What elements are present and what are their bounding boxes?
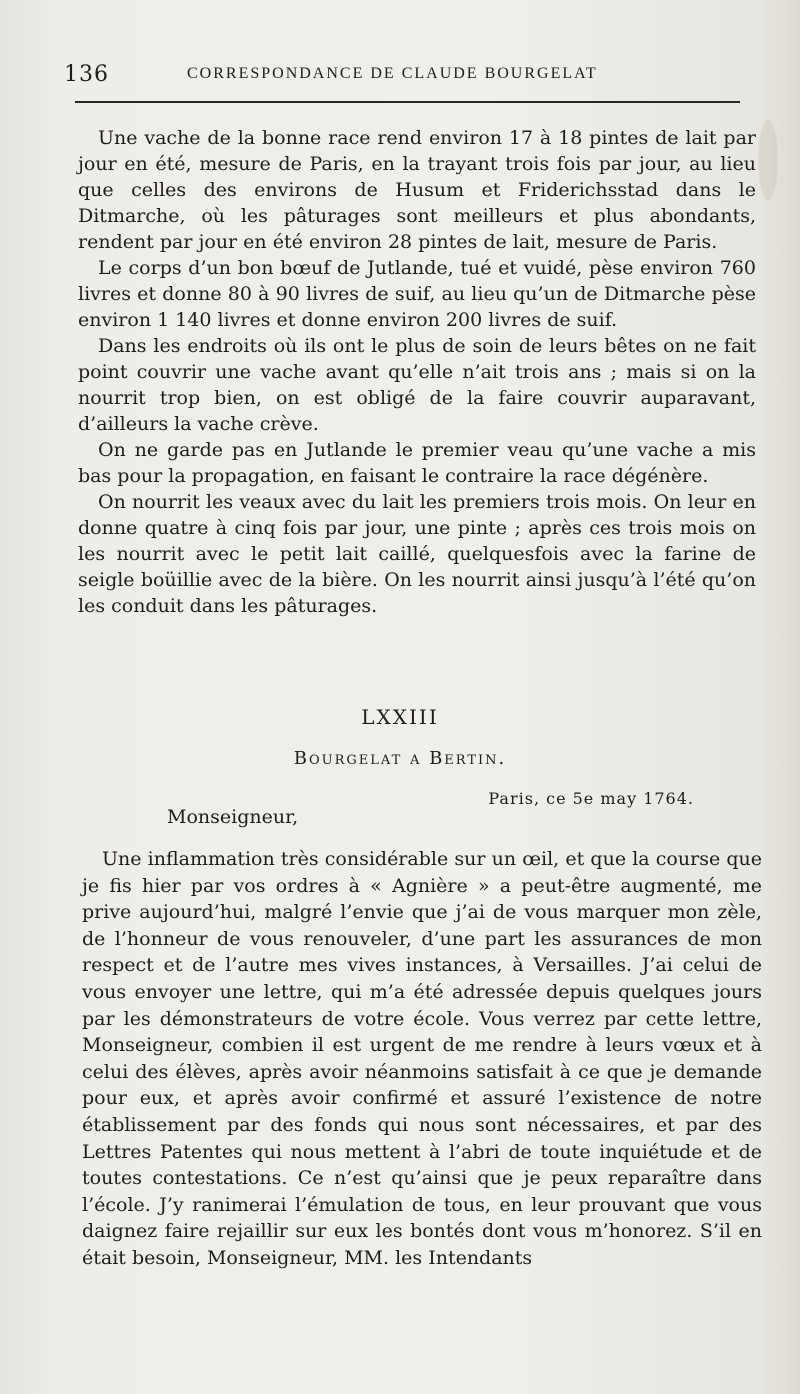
letter-title: Bourgelat a Bertin. (293, 748, 507, 769)
paragraph-ox-weight: Le corps d’un bon bœuf de Jutlande, tué et vuidé, pèse environ 760 livres et donne 80 à 90 livres de suif, au lieu qu’un de Ditmarche pèse environ 1 140 livres et donne environ 200 livres de suif. (78, 257, 756, 331)
page-header (62, 58, 752, 90)
letter-dateline: Paris, ce 5e may 1764. (488, 789, 694, 808)
body-text (78, 125, 756, 619)
paragraph-first-calf: On ne garde pas en Jutlande le premier veau qu’une vache a mis bas pour la propagation, en faisant le contraire la race dégénère. (78, 439, 756, 487)
page-number: 136 (64, 62, 109, 87)
running-title: CORRESPONDANCE DE CLAUDE BOURGELAT (187, 65, 598, 82)
letter-number: LXXIII (361, 705, 439, 729)
paragraph-calf-feeding: On nourrit les veaux avec du lait les premiers trois mois. On leur en donne quatre à cinq fois par jour, une pinte ; après ces trois mois on les nourrit avec le petit lait caillé, quelquesfois avec la farine de seigle boüillie avec de la bière. On les nourrit ainsi jusqu’à l’été qu’on les conduit dans les pâturages. (78, 491, 756, 617)
letter-body (82, 846, 762, 1272)
letter-salutation: Monseigneur, (167, 806, 299, 828)
scan-shadow (758, 120, 778, 200)
paragraph-milk-yield: Une vache de la bonne race rend environ 17 à 18 pintes de lait par jour en été, mesure de Paris, en la trayant trois fois par jour, au lieu que celles des environs de Husum et Friderichsstad dans le Ditmarche, où les pâturages sont meilleurs et plus abondants, rendent par jour en été environ 28 pintes de lait, mesure de Paris. (78, 127, 756, 253)
letter-paragraph: Une inflammation très considérable sur un œil, et que la course que je fis hier par vos ordres à « Agnière » a peut-être augmenté, me prive aujourd’hui, malgré l’envie que j’ai de vous marquer mon zèle, de l’honneur de vous renouveler, d’une part les assurances de mon respect et de l’autre mes vives instances, à Versailles. J’ai celui de vous envoyer une lettre, qui m’a été adressée depuis quelques jours par les démonstrateurs de votre école. Vous verrez par cette lettre, Monseigneur, combien il est urgent de me rendre à leurs vœux et à celui des élèves, après avoir néanmoins satisfait à ce que je demande pour eux, et après avoir confirmé et assuré l’existence de notre établissement par des fonds qui nous sont nécessaires, et par des Lettres Patentes qui nous mettent à l’abri de toute inquiétude et de toutes contestations. Ce n’est qu’ainsi que je peux reparaître dans l’école. J’y ranimerai l’émulation de tous, en leur prouvant que vous daignez faire rejaillir sur eux les bontés dont vous m’honorez. S’il en était besoin, Monseigneur, MM. les Intendants (82, 848, 762, 1269)
header-rule (75, 101, 740, 103)
paragraph-breeding: Dans les endroits où ils ont le plus de soin de leurs bêtes on ne fait point couvrir une vache avant qu’elle n’ait trois ans ; mais si on la nourrit trop bien, on est obligé de la faire couvrir auparavant, d’ailleurs la vache crève. (78, 335, 756, 435)
